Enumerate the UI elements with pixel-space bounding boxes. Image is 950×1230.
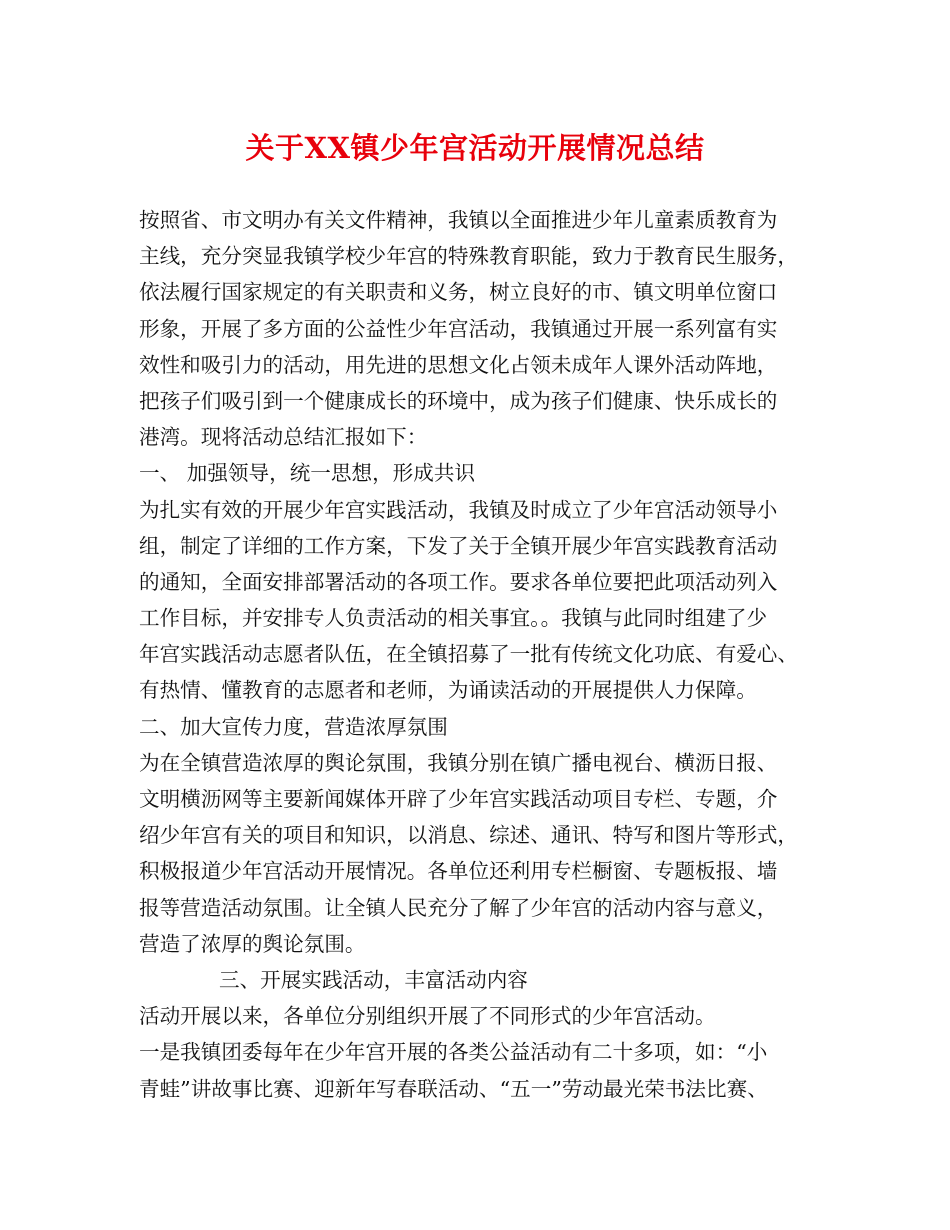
paragraph-line: 绍少年宫有关的项目和知识，以消息、综述、通讯、特写和图片等形式， [139, 823, 798, 848]
paragraph-line: 形象，开展了多方面的公益性少年宫活动，我镇通过开展一系列富有实 [139, 316, 778, 341]
paragraph-line: 把孩子们吸引到一个健康成长的环境中，成为孩子们健康、快乐成长的 [139, 388, 778, 413]
paragraph-line: 一是我镇团委每年在少年宫开展的各类公益活动有二十多项，如：“小 [139, 1040, 768, 1065]
paragraph-line: 报等营造活动氛围。让全镇人民充分了解了少年宫的活动内容与意义， [139, 895, 778, 920]
paragraph-line: 文明横沥网等主要新闻媒体开辟了少年宫实践活动项目专栏、专题，介 [139, 787, 778, 811]
paragraph-line: 依法履行国家规定的有关职责和义务，树立良好的市、镇文明单位窗口 [139, 280, 778, 305]
paragraph-line: 主线，充分突显我镇学校少年宫的特殊教育职能，致力于教育民生服务， [139, 244, 798, 269]
paragraph-line: 按照省、市文明办有关文件精神，我镇以全面推进少年儿童素质教育为 [139, 208, 778, 232]
paragraph-line: 效性和吸引力的活动，用先进的思想文化占领未成年人课外活动阵地， [139, 352, 778, 377]
paragraph-line: 积极报道少年宫活动开展情况。各单位还利用专栏橱窗、专题板报、墙 [139, 859, 778, 884]
paragraph-line: 有热情、懂教育的志愿者和老师，为诵读活动的开展提供人力保障。 [139, 678, 757, 703]
paragraph-line: 组，制定了详细的工作方案，下发了关于全镇开展少年宫实践教育活动 [139, 533, 778, 558]
section-heading: 一、 加强领导，统一思想，形成共识 [139, 461, 476, 486]
section-heading: 二、加大宣传力度，营造浓厚氛围 [139, 714, 448, 739]
document-title: 关于XX镇少年宫活动开展情况总结 [245, 131, 705, 165]
paragraph-line: 工作目标，并安排专人负责活动的相关事宜。。我镇与此同时组建了少 [139, 606, 768, 631]
paragraph-line: 为扎实有效的开展少年宫实践活动，我镇及时成立了少年宫活动领导小 [139, 497, 778, 522]
document-body [139, 202, 839, 1107]
paragraph-line: 的通知，全面安排部署活动的各项工作。要求各单位要把此项活动列入 [139, 569, 778, 594]
paragraph-line: 年宫实践活动志愿者队伍，在全镇招募了一批有传统文化功底、有爱心、 [139, 642, 798, 667]
section-heading: 三、开展实践活动，丰富活动内容 [219, 967, 528, 992]
paragraph-line: 为在全镇营造浓厚的舆论氛围，我镇分别在镇广播电视台、横沥日报、 [139, 750, 778, 775]
paragraph-line: 港湾。现将活动总结汇报如下： [139, 425, 428, 450]
paragraph-line: 活动开展以来，各单位分别组织开展了不同形式的少年宫活动。 [139, 1004, 716, 1029]
paragraph-line: 营造了浓厚的舆论氛围。 [139, 931, 366, 956]
paragraph-line: 青蛙”讲故事比赛、迎新年写春联活动、“五一”劳动最光荣书法比赛、 [139, 1076, 768, 1101]
